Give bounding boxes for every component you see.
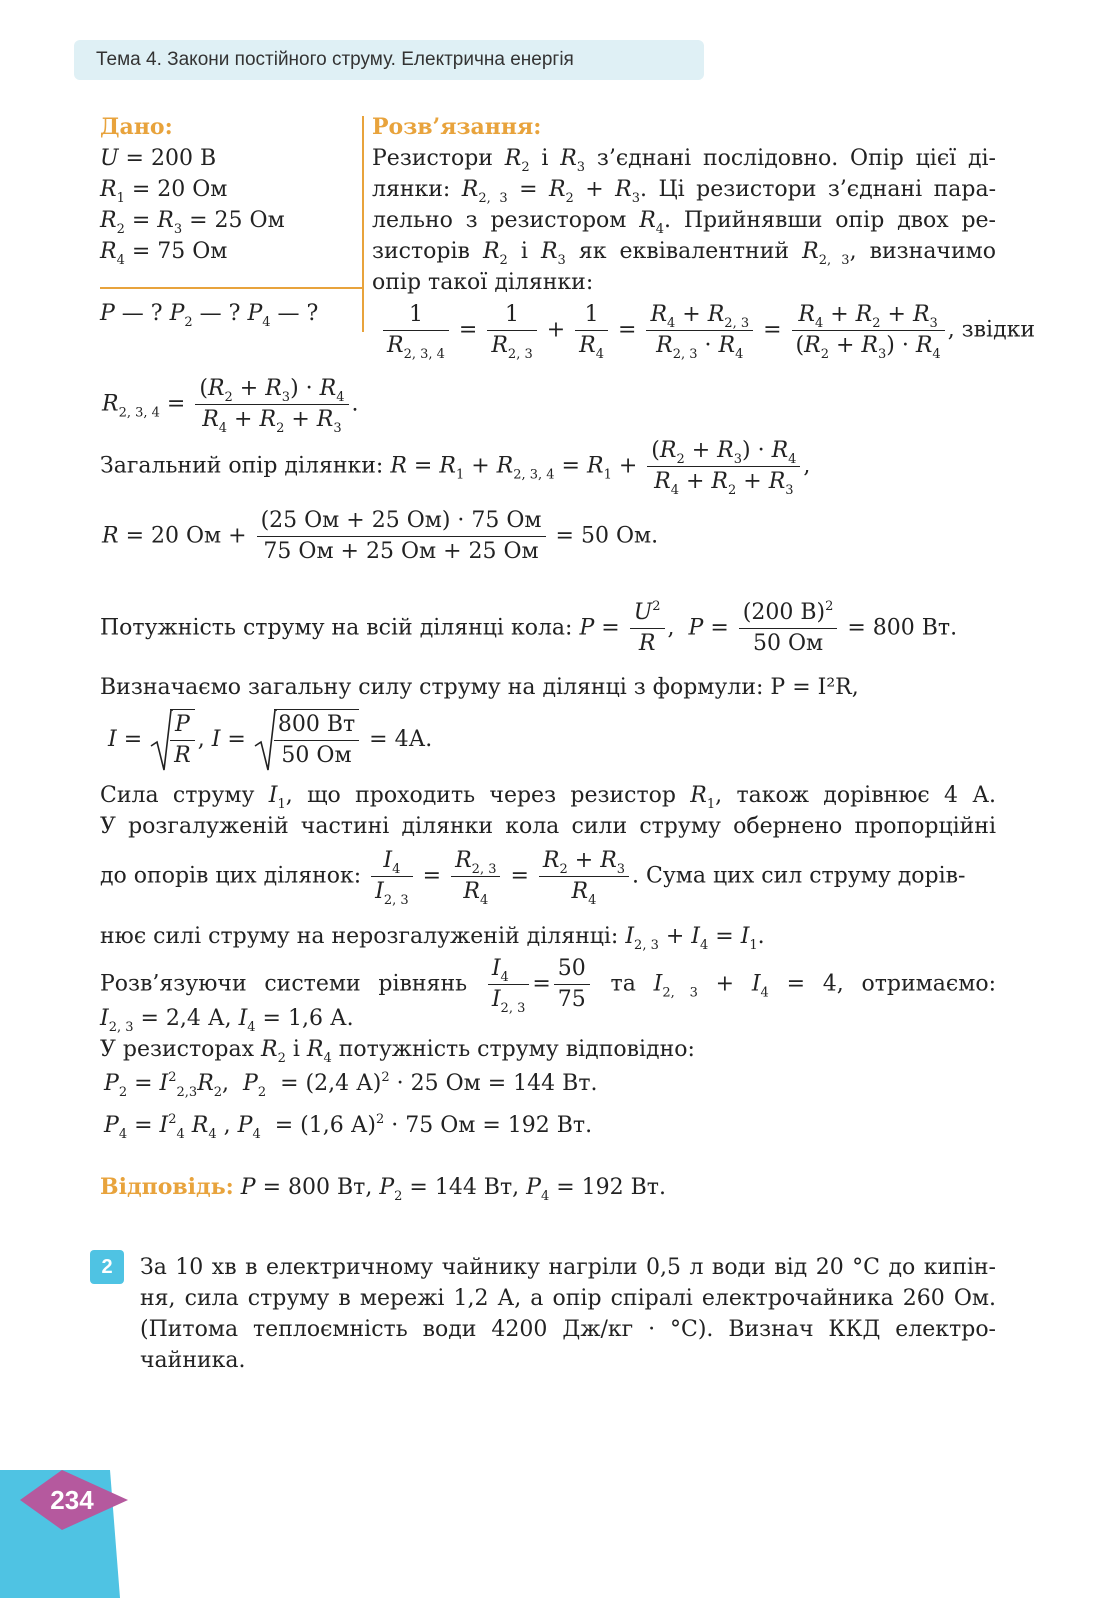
para2-line-2: У розгалуженій частині ділянки кола сили струму обернено пропорційні [100,814,996,839]
whence-text: , звідки [947,317,1036,343]
p2-equation: $P_2 = I^2_{2,3}R_2$, $P_2 = (2,4$ А)$^2$ · 25 Ом = 144 Вт. [104,1070,598,1100]
task2-line-4: чайника. [140,1348,246,1373]
solution-line-4: зисторів $R_2$ і $R_3$ як еквівалентний $R_{2, 3}$, визначимо [372,239,996,268]
inverse-proportion-equation: до опорів цих ділянок: $\frac{I_4}{I_{2, 3}}$ = $\frac{R_{2, 3}}{R_4}$ = $\frac{R_2 + R_3}{R_4}$ . Сума цих сил струму дорів- [100,848,966,908]
chapter-header: Тема 4. Закони постійного струму. Електрична енергія [74,40,704,80]
answer-label: Відповідь: [100,1174,234,1200]
given-label: Дано: [100,114,173,140]
task2-line-2: ня, сила струму в мережі 1,2 А, а опір спіралі електрочайника 260 Ом. [140,1286,996,1311]
total-resistance-calculation: R = 20 Ом + $\frac{(25 Ом + 25 Ом) \cdot 75 Ом}{75 Ом + 25 Ом + 25 Ом}$ = 50 Ом. [102,508,659,564]
task2-line-3: (Питома теплоємність води 4200 Дж/кг · °С). Визнач ККД електро- [140,1317,996,1342]
given-line-4: $R_4 = 75$ Ом [100,239,228,268]
solution-line-3: лельно з резистором $R_4$. Прийнявши опір двох ре- [372,208,996,237]
total-resistance-text: Загальний опір ділянки: [100,453,384,479]
inverse-suffix: . Сума цих сил струму дорів- [632,863,966,889]
inverse-prefix: до опорів цих ділянок: [100,863,362,889]
solution-label: Розв’язання: [372,114,542,140]
page-number: 234 [50,1485,94,1515]
given-separator [362,116,364,332]
sum-line: нює силі струму на нерозгалуженій ділянці: $I_{2, 3} + I_4 = I_1$. [100,924,765,953]
power-equation: Потужність струму на всій ділянці кола: P = $\frac{U^2}{R}$ , P = $\frac{(200 В)^2}{50 Ом}$ = 800 Вт. [100,599,958,656]
current-text: Визначаємо загальну силу струму на ділянці з формули: P = I²R, [100,675,859,700]
task2-line-1: За 10 хв в електричному чайнику нагріли 0,5 л води від 20 °С до кипін- [140,1255,996,1280]
given-line-1: U = 200 В [100,146,217,171]
para2-line-1: Сила струму $I_1$, що проходить через резистор $R_1$, також дорівнює 4 А. [100,783,997,812]
answer-line: Відповідь: P = 800 Вт, $P_2 = 144$ Вт, $P_4 = 192$ Вт. [100,1174,666,1204]
given-line-3: $R_2 = R_3 = 25$ Ом [100,208,285,237]
current-equation: I = $\frac{P}{R}$ , I = $\frac{800 Вт}{50 Ом}$ = 4А. [108,708,432,772]
solution-line-1: Резистори $R_2$ і $R_3$ з’єднані послідовно. Опір цієї ді- [372,146,996,175]
p4-equation: $P_4 = I^2_4$ $R_4$ , $P_4 = (1,6$ А)$^2$ · 75 Ом = 192 Вт. [104,1112,593,1142]
given-divider [100,287,362,289]
solution-line-2: лянки: $R_{2, 3} = R_2 + R_3$. Ці резистори з’єднані пара- [372,177,997,206]
resistor-power-text: У резисторах $R_2$ і $R_4$ потужність струму відповідно: [100,1037,695,1066]
given-line-2: $R_1 = 20$ Ом [100,177,228,206]
system-equation: Розв’язуючи системи рівнянь $\frac{I_4}{I_{2, 3}}$ = $\frac{50}{75}$ та $I_{2, 3} + I_4 = 4$, отримаємо: [100,956,997,1016]
equivalent-resistance-equation: $\frac{1}{R_{2, 3, 4}}$ = $\frac{1}{R_{2, 3}}$ + $\frac{1}{R_4}$ = $\frac{R_4 + R_{2, 3}}{R_{2, 3} \cdot R_4}$ = $\frac{R_4 + R_2 + R_3}{(R_2 + R_3) \cdot R_4}$ , звідки [380,300,1035,361]
system-result: $I_{2, 3} = 2,4$ А, $I_4 = 1,6$ А. [100,1006,354,1035]
solution-line-5: опір такої ділянки: [372,270,594,295]
r234-equation: $R_{2, 3, 4}$ = $\frac{(R_2 + R_3) \cdot R_4}{R_4 + R_2 + R_3}$ . [102,376,359,436]
power-text: Потужність струму на всій ділянці кола: [100,615,573,641]
task-number-badge: 2 [90,1250,124,1284]
find-line: P — ? $P_2$ — ? $P_4$ — ? [100,301,319,330]
total-resistance-equation: Загальний опір ділянки: $R = R_1 + R_{2, 3, 4} = R_1$ + $\frac{(R_2 + R_3) \cdot R_4}{R_4 + R_2 + R_3}$ , [100,438,811,498]
